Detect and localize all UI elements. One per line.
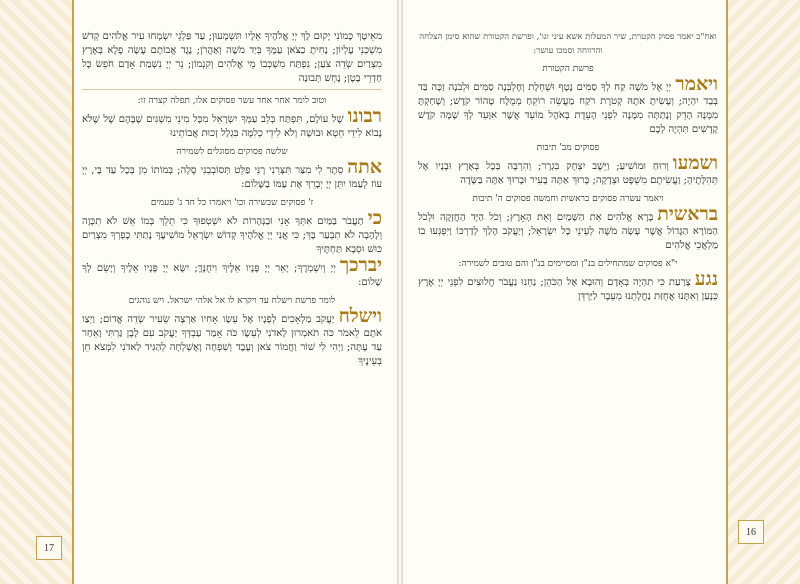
right-page <box>400 0 800 584</box>
left-page-text-column <box>82 30 382 371</box>
left-opening-paragraph: מאֵיטָךְ כָּמוֹנִי יָקוּם לָךְ יְיָ אֱלֹהֶיךָ אֵלָיו תִּשְׁמָעוּן; עַד פַּלְגֵי יִשְׂמְחוּ עִיר אֱלֹהִים קְדשׁ מִשְׁכְּנֵי עֶלְיוֹן; נָחִיתָ כַצֹּאן עַמֶּךָ בְּיַד מֹשֶׁה וְאַהֲרֹן; נֶגֶד אֲבוֹתָם עָשָׂה פֶלֶא בְּאֶרֶץ מִצְרַיִם שְׂדֵה צֹעַן; נִפְתַּח מִשְׁכְּבוֹ מֵי אֱלֹהִים וְקִנְמוֹן; נֵר יְיָ נִשְׁמַת אָדָם חֹפֵשׂ כָּל חַדְרֵי בָטֶן; נֶחְשׁ תְּבוּנָה <box>82 31 382 84</box>
section-header: וטוב לומר אחר אחד עשר פסוקים אלו, תפלה קצרה זו: <box>137 96 327 106</box>
section-text <box>82 255 382 290</box>
section-text <box>418 204 718 253</box>
section-lead-word: יברכך <box>339 255 382 276</box>
section-body: וְרוּחַ וּמוֹשִׁיעַ; וַיֵּשֶׁב יִצְחָק בִּגְרָר; וְהִרְבָּה בְּכָל בְּאֶרֶץ וּבָנָיו אֶל תְּהִלָּתֶיהָ; וַעֲשִׂיתֶם מִשְׁפָּט וּצְדָקָה; בָּרוּךְ אַתָּה בָּעִיר וּבָרוּךְ אַתָּה בַּשָּׂדֶה <box>418 161 718 186</box>
section-text <box>418 269 718 304</box>
section-body: תַעֲבֹר בַּמַּיִם אִתְּךָ אָנִי וּבַנְּהָרוֹת לֹא יִשְׁטְפוּךָ כִּי תֵלֵךְ בְּמוֹ אֵשׁ לֹא תִכָּוֶה וְלֶהָבָה לֹא תִבְעַר בָּךְ; כִּי אֲנִי יְיָ אֱלֹהֶיךָ קְדוֹשׁ יִשְׂרָאֵל מוֹשִׁיעֶךָ נָתַתִּי כָפְרְךָ מִצְרַיִם כּוּשׁ וּסְבָא תַּחְתֶּיךָ <box>82 216 382 255</box>
page-number-16: 16 <box>738 520 764 544</box>
ornamental-border-right <box>728 0 800 584</box>
page-number-17: 17 <box>36 536 62 560</box>
section-lead-word: רבונו <box>347 106 382 127</box>
section-body: סֵתֶר לִי מִצַּר תִּצְּרֵנִי רָנֵּי פַלֵּט תְּסוֹבְבֵנִי סֶלָה; בְּמוֹתוֹ מִן בְּכָל עַד בָּי, יְיָ עוֹז לְעַמּוֹ יִתֵּן יְיָ יְבָרֵךְ אֶת עַמּוֹ בַשָּׁלוֹם: <box>82 165 382 190</box>
section-text <box>82 157 382 192</box>
section-lead-word: וישלח <box>338 306 382 327</box>
section-lead-word: כי <box>367 208 382 229</box>
section-text <box>82 208 382 257</box>
section-text <box>82 306 382 369</box>
section-text <box>418 74 718 137</box>
divider <box>82 89 382 90</box>
section-header: שלשה פסוקים מסוגלים לשמירה <box>176 147 288 157</box>
section-header: ז' פסוקים שבשירה וכו' ויאמרו כל חד ג' פעמים <box>150 198 314 208</box>
section-header: לומר פרשת וישלח עד ויקרא לו אל אלהי ישראל. ויש נוהגים <box>128 296 336 306</box>
right-page-text-column <box>418 30 718 306</box>
section-body: יְיָ אֶל מֹשֶׁה קַח לְךָ סַמִּים נָטָף וּשְׁחֵלֶת וְחֶלְבְּנָה סַמִּים וּלְבֹנָה זַכָּה בַּד בְּבַד יִהְיֶה; וְעָשִׂיתָ אֹתָהּ קְטֹרֶת רֹקַח מַעֲשֵׂה רוֹקֵחַ מְמֻלָּח טָהוֹר קֹדֶשׁ; וְשָׁחַקְתָּ מִמֶּנָּה הָדֵק וְנָתַתָּה מִמֶּנָּה לִפְנֵי הָעֵדֻת בְּאֹהֶל מוֹעֵד אֲשֶׁר אִוָּעֵד לְךָ שָׁמָּה קֹדֶשׁ קָדָשִׁים תִּהְיֶה לָכֶם <box>418 82 718 135</box>
section-text <box>418 153 718 188</box>
section-lead-word: אתה <box>347 157 382 178</box>
section-body: צָרַעַת כִּי תִהְיֶה בְּאָדָם וְהוּבָא אֶל הַכֹּהֵן; נַחְנוּ נַעֲבֹר חֲלוּצִים לִפְנֵי יְיָ אֶרֶץ כְּנָעַן וְאִתָּנוּ אֲחֻזַּת נַחֲלָתֵנוּ מֵעֵבֶר לַיַּרְדֵּן <box>418 277 718 302</box>
section-lead-word: בראשית <box>657 204 718 225</box>
section-header: ויאמר עשרה פסוקים בראשית וחמשה פסוקים ה' תיבות <box>472 194 664 204</box>
section-lead-word: ויאמר <box>675 74 718 95</box>
section-text <box>82 106 382 141</box>
section-header: פסוקים מב' תיבות <box>536 143 600 153</box>
book-gutter <box>397 0 403 584</box>
section-body: שֶׁל עוֹלָם, תִּפְתַּח בְּלֵב עַמְּךָ יִשְׂרָאֵל מִכָּל מִינֵי מִשְׁגִּים שֶׁבָּהֶם שֶׁל שֶׁלֹּא נָבוֹא לִידֵי חֵטְא וּבוּשָׁה וְלֹא לִידֵי כְלִמָּה בִּגְלַל זְכוּת אֲבוֹתֵינוּ <box>82 114 382 139</box>
section-header: פרשת הקטורת <box>542 64 594 74</box>
right-opening-note: ואח"כ יאמר פסוק הקטרת, שיר המעלות אשא עיני וגו', ופרשת הקטורת שהוא סימן הצלחה והרווחה וסמכו עושר: <box>419 32 717 56</box>
gold-rule-left <box>72 0 74 584</box>
section-header: י"א פסוקים שמתחילים בנ"ן ומסיימים בנ"ן והם טובים לשמירה: <box>458 259 678 269</box>
section-lead-word: ושמעו <box>672 153 718 174</box>
section-body: בָּרָא אֱלֹהִים אֵת הַשָּׁמַיִם וְאֵת הָאָרֶץ; וְכֹל הַיָּד הַחֲזָקָה וּלְכֹל הַמּוֹרָא הַגָּדוֹל אֲשֶׁר עָשָׂה מֹשֶׁה לְעֵינֵי כָּל יִשְׂרָאֵל; וְיַעֲקֹב הָלַךְ לְדַרְכּוֹ וַיִּפְגְּעוּ בוֹ מַלְאֲכֵי אֱלֹהִים <box>418 212 718 251</box>
gold-rule-right <box>726 0 728 584</box>
section-body: יְיָ וְיִשְׁמְרֶךָ; יָאֵר יְיָ פָּנָיו אֵלֶיךָ וִיחֻנֶּךָּ; יִשָּׂא יְיָ פָּנָיו אֵלֶיךָ וְיָשֵׂם לְךָ שָׁלוֹם: <box>82 263 382 288</box>
ornamental-border-left <box>0 0 72 584</box>
section-body: יַעֲקֹב מַלְאָכִים לְפָנָיו אֶל עֵשָׂו אָחִיו אַרְצָה שֵׂעִיר שְׂדֵה אֱדוֹם; וַיְצַו אֹתָם לֵאמֹר כֹּה תֹאמְרוּן לַאדֹנִי לְעֵשָׂו כֹּה אָמַר עַבְדְּךָ יַעֲקֹב עִם לָבָן גַּרְתִּי וָאֵחַר עַד עָתָּה; וַיְהִי לִי שׁוֹר וַחֲמוֹר צֹאן וְעֶבֶד וְשִׁפְחָה וָאֶשְׁלְחָה לְהַגִּיד לַאדֹנִי לִמְצֹא חֵן בְּעֵינֶיךָ <box>82 314 382 367</box>
section-lead-word: נגע <box>694 269 718 290</box>
